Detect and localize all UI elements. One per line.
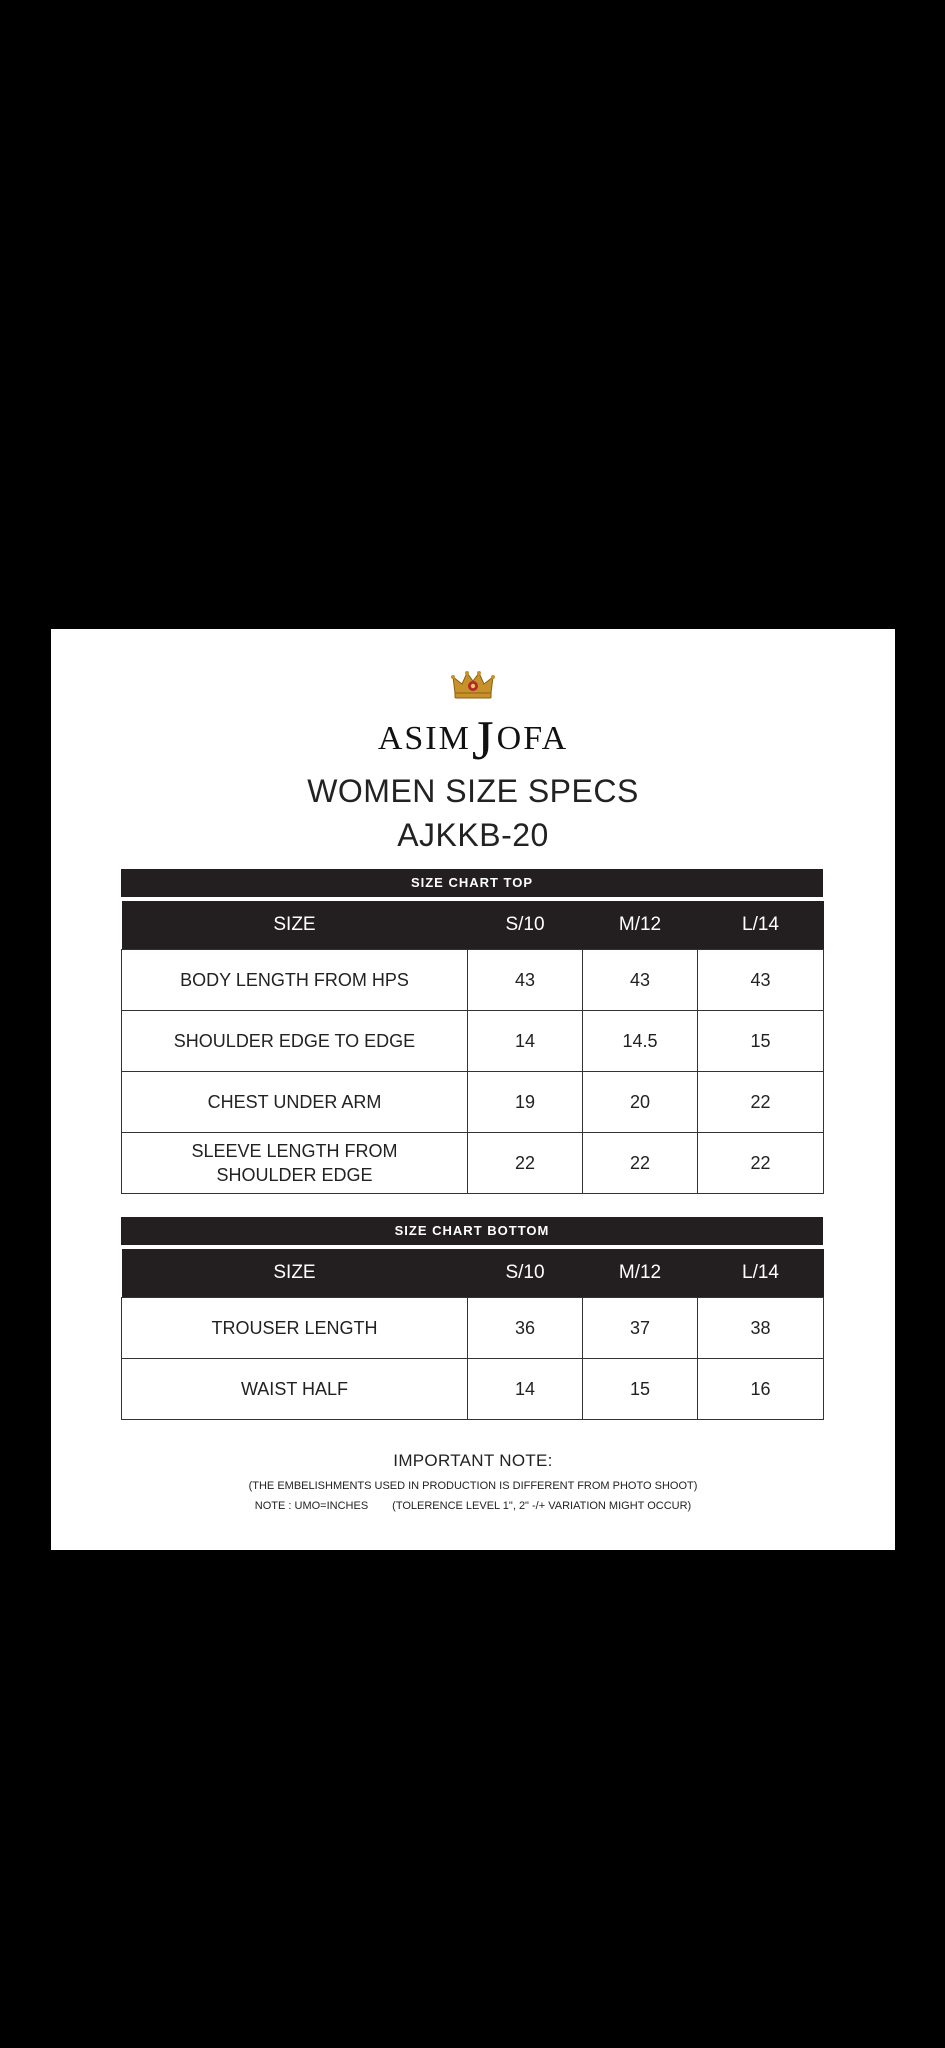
header-l14: L/14 bbox=[698, 901, 824, 950]
note-tolerance-line bbox=[51, 1500, 895, 1512]
cell-value: 43 bbox=[583, 950, 698, 1011]
crown-icon bbox=[451, 669, 495, 701]
row-label: CHEST UNDER ARM bbox=[122, 1072, 468, 1133]
product-code: AJKKB-20 bbox=[397, 817, 549, 853]
header-size: SIZE bbox=[122, 1249, 468, 1298]
table-row bbox=[122, 1359, 824, 1420]
cell-value: 14.5 bbox=[583, 1011, 698, 1072]
table-row bbox=[122, 1011, 824, 1072]
cell-value: 38 bbox=[698, 1298, 824, 1359]
row-label-line: SLEEVE LENGTH FROM bbox=[191, 1140, 398, 1161]
row-label: WAIST HALF bbox=[122, 1359, 468, 1420]
table-row bbox=[122, 1072, 824, 1133]
table-row bbox=[122, 1133, 824, 1194]
row-label-line: SHOULDER EDGE bbox=[216, 1165, 373, 1185]
cell-value: 43 bbox=[698, 950, 824, 1011]
brand-name-j: J bbox=[471, 710, 496, 772]
cell-value: 16 bbox=[698, 1359, 824, 1420]
note-embellishment-text: (THE EMBELISHMENTS USED IN PRODUCTION IS DIFFERENT FROM PHOTO SHOOT) bbox=[248, 1480, 698, 1492]
page-title: WOMEN SIZE SPECS bbox=[307, 773, 639, 809]
table-header-row bbox=[122, 901, 824, 950]
header-l14: L/14 bbox=[698, 1249, 824, 1298]
size-chart-top-band: SIZE CHART TOP bbox=[121, 869, 823, 897]
size-spec-card bbox=[51, 629, 895, 1550]
row-label bbox=[122, 1133, 468, 1194]
header-s10: S/10 bbox=[468, 1249, 583, 1298]
header-m12: M/12 bbox=[583, 1249, 698, 1298]
table-header-row bbox=[122, 1249, 824, 1298]
brand-logo bbox=[51, 703, 895, 772]
cell-value: 15 bbox=[583, 1359, 698, 1420]
row-label: SHOULDER EDGE TO EDGE bbox=[122, 1011, 468, 1072]
cell-value: 14 bbox=[468, 1359, 583, 1420]
header-s10: S/10 bbox=[468, 901, 583, 950]
note-umo-text: NOTE : UMO=INCHES bbox=[254, 1500, 369, 1512]
cell-value: 22 bbox=[698, 1133, 824, 1194]
cell-value: 14 bbox=[468, 1011, 583, 1072]
table-row bbox=[122, 950, 824, 1011]
cell-value: 20 bbox=[583, 1072, 698, 1133]
cell-value: 22 bbox=[583, 1133, 698, 1194]
note-tolerance-text: (TOLERENCE LEVEL 1", 2" -/+ VARIATION MIGHT OCCUR) bbox=[392, 1500, 692, 1512]
header-size: SIZE bbox=[122, 901, 468, 950]
cell-value: 19 bbox=[468, 1072, 583, 1133]
cell-value: 15 bbox=[698, 1011, 824, 1072]
cell-value: 22 bbox=[698, 1072, 824, 1133]
size-chart-bottom-band: SIZE CHART BOTTOM bbox=[121, 1217, 823, 1245]
cell-value: 36 bbox=[468, 1298, 583, 1359]
cell-value: 22 bbox=[468, 1133, 583, 1194]
brand-name-left: ASIM bbox=[377, 720, 471, 757]
brand-name-right: OFA bbox=[496, 720, 569, 757]
row-label: BODY LENGTH FROM HPS bbox=[122, 950, 468, 1011]
important-note-heading: IMPORTANT NOTE: bbox=[393, 1451, 553, 1470]
size-chart-bottom-table bbox=[121, 1249, 824, 1420]
header-m12: M/12 bbox=[583, 901, 698, 950]
size-chart-top-table bbox=[121, 901, 824, 1194]
table-row bbox=[122, 1298, 824, 1359]
cell-value: 43 bbox=[468, 950, 583, 1011]
cell-value: 37 bbox=[583, 1298, 698, 1359]
row-label: TROUSER LENGTH bbox=[122, 1298, 468, 1359]
